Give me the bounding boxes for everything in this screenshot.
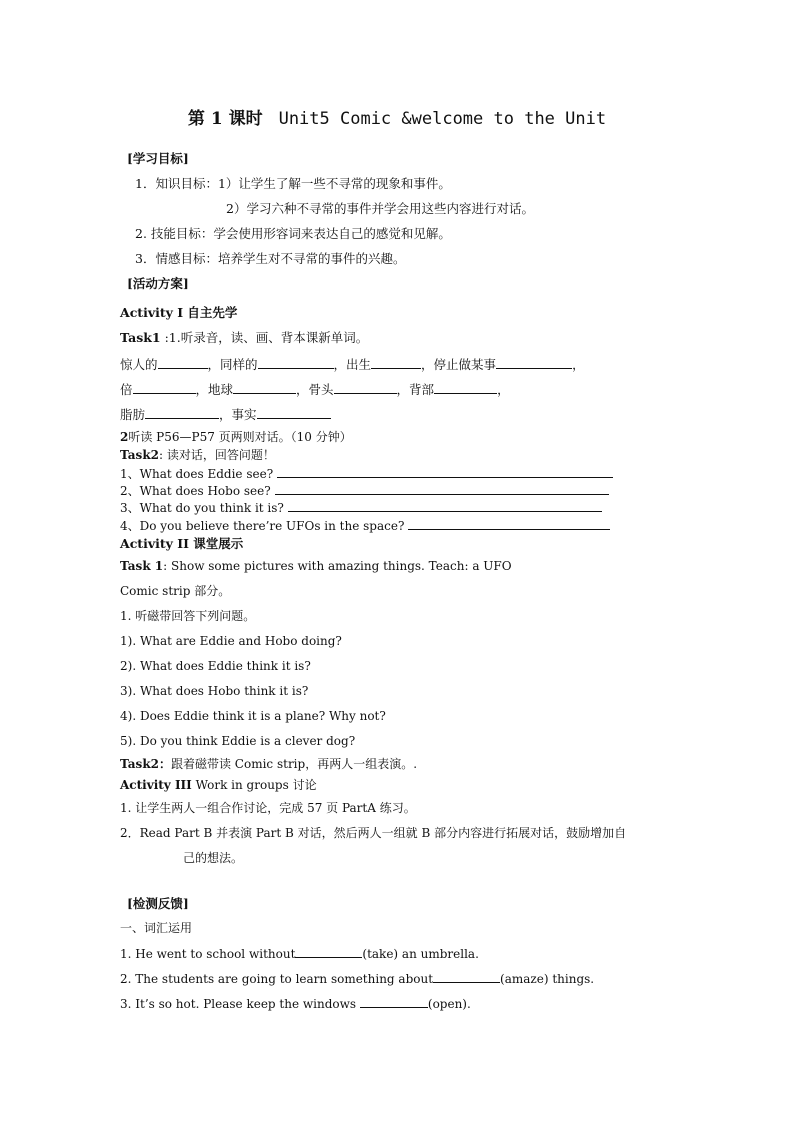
a1-item2: 2听读 P56—P57 页两则对话。（10 分钟） — [120, 430, 352, 444]
blank-field[interactable] — [434, 381, 497, 394]
a3-item-1: 1. 让学生两人一组合作讨论，完成 57 页 PartA 练习。 — [120, 801, 416, 815]
vocab-row-2: 倍 ，地球 ，骨头 ，背部 ， — [120, 382, 510, 397]
a2-listen: 1. 听磁带回答下列问题。 — [120, 609, 256, 623]
exercise-3: 3. It’s so hot. Please keep the windows (open). — [120, 997, 471, 1011]
page-title — [0, 104, 794, 129]
vocab-row-1: 惊人的 ，同样的 ，出生 ，停止做某事 ， — [120, 357, 585, 372]
a2-question-1: 1). What are Eddie and Hobo doing? — [120, 634, 342, 648]
blank-field[interactable] — [258, 356, 334, 369]
a3-item-2: 2．Read Part B 并表演 Part B 对话，然后两人一组就 B 部分内容进行拓展对话，鼓励增加自 — [120, 826, 627, 840]
a1-question-4: 4、Do you believe there’re UFOs in the space? — [120, 517, 610, 534]
a2-question-4: 4). Does Eddie think it is a plane? Why not? — [120, 709, 386, 723]
blank-field[interactable] — [496, 356, 572, 369]
a2-task1: Task 1: Show some pictures with amazing things. Teach: a UFO — [120, 559, 512, 573]
answer-field[interactable] — [295, 945, 362, 958]
a1-task2: Task2: 读对话，回答问题！ — [120, 448, 275, 462]
a1-question-2: 2、What does Hobo see? — [120, 482, 609, 499]
exercise-1: 1. He went to school without (take) an umbrella. — [120, 947, 479, 961]
blank-field[interactable] — [257, 406, 331, 419]
blank-field[interactable] — [233, 381, 296, 394]
a1-task1: Task1 :1.听录音，读、画、背本课新单词。 — [120, 330, 369, 345]
answer-field[interactable] — [277, 465, 613, 478]
a2-question-5: 5). Do you think Eddie is a clever dog? — [120, 734, 356, 748]
a2-question-2: 2). What does Eddie think it is? — [120, 659, 311, 673]
blank-field[interactable] — [158, 356, 208, 369]
a1-question-3: 3、What do you think it is? — [120, 499, 602, 516]
blank-field[interactable] — [145, 406, 219, 419]
answer-field[interactable] — [275, 482, 609, 495]
answer-field[interactable] — [360, 995, 428, 1008]
objective-1-2: 2）学习六种不寻常的事件并学会用这些内容进行对话。 — [226, 201, 534, 216]
blank-field[interactable] — [133, 381, 196, 394]
a2-question-3: 3). What does Hobo think it is? — [120, 684, 309, 698]
a2-comic: Comic strip 部分。 — [120, 584, 231, 598]
feedback-heading: [检测反馈] — [127, 896, 189, 911]
vocab-row-3: 脂肪 ，事实 — [120, 406, 331, 423]
activity-1-title: Activity I 自主先学 — [120, 305, 238, 320]
a1-question-1: 1、What does Eddie see? — [120, 465, 613, 482]
vocab-usage-heading: 一、词汇运用 — [120, 921, 193, 935]
objective-3: 3．情感目标：培养学生对不寻常的事件的兴趣。 — [135, 251, 406, 266]
a2-task2: Task2：跟着磁带读 Comic strip，再两人一组表演。. — [120, 757, 418, 771]
answer-field[interactable] — [433, 970, 500, 983]
blank-field[interactable] — [371, 356, 421, 369]
answer-field[interactable] — [408, 517, 610, 530]
objective-1: 1．知识目标：1）让学生了解一些不寻常的现象和事件。 — [135, 176, 451, 191]
activity-2-title: Activity II 课堂展示 — [120, 536, 244, 551]
activity-3-title: Activity III Work in groups 讨论 — [120, 778, 317, 792]
lesson-number: 第 1 课时 — [187, 109, 263, 129]
activities-heading: [活动方案] — [127, 276, 189, 291]
unit-title: Unit5 Comic &welcome to the Unit — [278, 109, 607, 129]
answer-field[interactable] — [288, 499, 602, 512]
a3-item-2-cont: 己的想法。 — [183, 851, 244, 865]
objective-2: 2. 技能目标：学会使用形容词来表达自己的感觉和见解。 — [135, 226, 451, 241]
exercise-2: 2. The students are going to learn something about (amaze) things. — [120, 972, 595, 986]
blank-field[interactable] — [334, 381, 397, 394]
objectives-heading: [学习目标] — [127, 151, 189, 166]
